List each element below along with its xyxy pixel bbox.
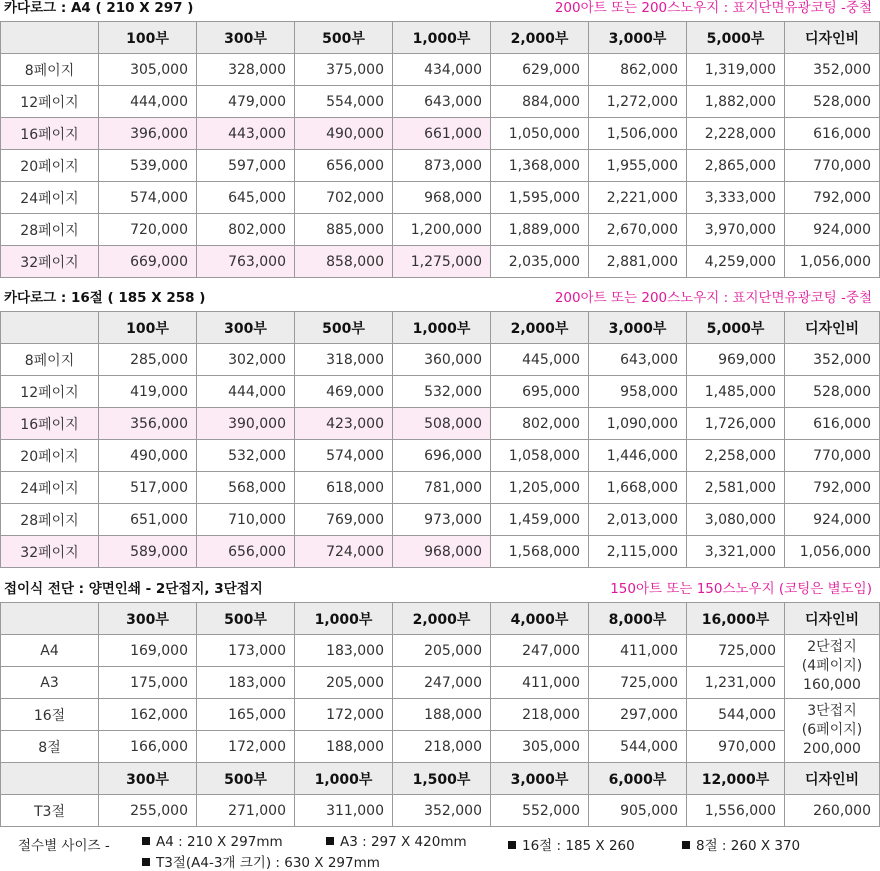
price-cell: 285,000 bbox=[99, 344, 197, 376]
price-cell: 2,013,000 bbox=[589, 504, 687, 536]
design-fee-cell: 352,000 bbox=[785, 54, 880, 86]
column-header: 3,000부 bbox=[589, 22, 687, 54]
price-cell: 169,000 bbox=[99, 635, 197, 667]
design-fee-cell: 924,000 bbox=[785, 504, 880, 536]
section2-note: 200아트 또는 200스노우지 : 표지단면유광코팅 -중철 bbox=[554, 290, 872, 306]
square-bullet-icon bbox=[508, 841, 516, 849]
price-cell: 958,000 bbox=[589, 376, 687, 408]
column-header: 300부 bbox=[197, 22, 295, 54]
price-cell: 1,955,000 bbox=[589, 150, 687, 182]
price-cell: 973,000 bbox=[393, 504, 491, 536]
price-cell: 3,080,000 bbox=[687, 504, 785, 536]
table-row bbox=[1, 536, 880, 568]
price-cell: 763,000 bbox=[197, 246, 295, 278]
row-label: 16페이지 bbox=[1, 118, 99, 150]
design-fee-cell: 352,000 bbox=[785, 344, 880, 376]
column-header: 2,000부 bbox=[491, 312, 589, 344]
design-fee-line: 200,000 bbox=[803, 741, 861, 757]
price-cell: 884,000 bbox=[491, 86, 589, 118]
column-header: 1,000부 bbox=[393, 22, 491, 54]
price-cell: 1,889,000 bbox=[491, 214, 589, 246]
row-label: 8페이지 bbox=[1, 344, 99, 376]
section3-price-table bbox=[0, 602, 880, 827]
design-fee-line: (4페이지) bbox=[801, 658, 863, 674]
price-cell: 643,000 bbox=[393, 86, 491, 118]
square-bullet-icon bbox=[682, 841, 690, 849]
price-cell: 4,259,000 bbox=[687, 246, 785, 278]
price-cell: 1,726,000 bbox=[687, 408, 785, 440]
column-header: 500부 bbox=[197, 603, 295, 635]
price-cell: 1,275,000 bbox=[393, 246, 491, 278]
price-cell: 302,000 bbox=[197, 344, 295, 376]
table-row bbox=[1, 635, 880, 667]
price-cell: 1,595,000 bbox=[491, 182, 589, 214]
table-row bbox=[1, 182, 880, 214]
table-row bbox=[1, 504, 880, 536]
price-cell: 3,321,000 bbox=[687, 536, 785, 568]
section2-title: 카다로그 : 16절 ( 185 X 258 ) bbox=[4, 290, 206, 306]
row-label: A4 bbox=[1, 635, 99, 667]
design-fee-cell: 528,000 bbox=[785, 376, 880, 408]
price-cell: 247,000 bbox=[491, 635, 589, 667]
price-cell: 532,000 bbox=[393, 376, 491, 408]
price-cell: 172,000 bbox=[197, 731, 295, 763]
row-label: 24페이지 bbox=[1, 472, 99, 504]
column-header: 100부 bbox=[99, 22, 197, 54]
price-cell: 970,000 bbox=[687, 731, 785, 763]
price-cell: 645,000 bbox=[197, 182, 295, 214]
table-row bbox=[1, 214, 880, 246]
table-row bbox=[1, 440, 880, 472]
price-cell: 1,368,000 bbox=[491, 150, 589, 182]
price-cell: 724,000 bbox=[295, 536, 393, 568]
price-cell: 1,058,000 bbox=[491, 440, 589, 472]
column-header: 5,000부 bbox=[687, 312, 785, 344]
table-row bbox=[1, 246, 880, 278]
price-cell: 247,000 bbox=[393, 667, 491, 699]
price-cell: 629,000 bbox=[491, 54, 589, 86]
column-header: 1,500부 bbox=[393, 763, 491, 795]
row-label: 24페이지 bbox=[1, 182, 99, 214]
design-fee-cell: 792,000 bbox=[785, 472, 880, 504]
column-header: 2,000부 bbox=[393, 603, 491, 635]
section1-title: 카다로그 : A4 ( 210 X 297 ) bbox=[4, 0, 194, 16]
price-cell: 443,000 bbox=[197, 118, 295, 150]
price-cell: 411,000 bbox=[491, 667, 589, 699]
price-cell: 1,446,000 bbox=[589, 440, 687, 472]
design-fee-cell: 616,000 bbox=[785, 118, 880, 150]
price-cell: 352,000 bbox=[393, 795, 491, 827]
header-corner-cell bbox=[1, 763, 99, 795]
price-cell: 2,581,000 bbox=[687, 472, 785, 504]
column-header: 디자인비 bbox=[785, 603, 880, 635]
price-cell: 411,000 bbox=[589, 635, 687, 667]
price-cell: 1,506,000 bbox=[589, 118, 687, 150]
size-legend-item: A4 : 210 X 297mm bbox=[142, 834, 283, 850]
design-fee-line: 3단접지 bbox=[807, 703, 857, 719]
price-cell: 1,568,000 bbox=[491, 536, 589, 568]
price-cell: 508,000 bbox=[393, 408, 491, 440]
table-header-row bbox=[1, 603, 880, 635]
column-header: 4,000부 bbox=[491, 603, 589, 635]
price-cell: 552,000 bbox=[491, 795, 589, 827]
price-cell: 218,000 bbox=[393, 731, 491, 763]
size-legend-item: 8절 : 260 X 370 bbox=[682, 834, 800, 854]
price-cell: 2,881,000 bbox=[589, 246, 687, 278]
price-cell: 396,000 bbox=[99, 118, 197, 150]
column-header: 300부 bbox=[99, 763, 197, 795]
price-cell: 781,000 bbox=[393, 472, 491, 504]
price-cell: 2,035,000 bbox=[491, 246, 589, 278]
price-cell: 574,000 bbox=[99, 182, 197, 214]
price-cell: 1,319,000 bbox=[687, 54, 785, 86]
price-cell: 905,000 bbox=[589, 795, 687, 827]
price-cell: 183,000 bbox=[197, 667, 295, 699]
price-cell: 318,000 bbox=[295, 344, 393, 376]
section2-price-table bbox=[0, 311, 880, 568]
price-cell: 568,000 bbox=[197, 472, 295, 504]
price-cell: 423,000 bbox=[295, 408, 393, 440]
price-cell: 597,000 bbox=[197, 150, 295, 182]
price-cell: 173,000 bbox=[197, 635, 295, 667]
row-label: 32페이지 bbox=[1, 536, 99, 568]
table-row bbox=[1, 54, 880, 86]
column-header: 디자인비 bbox=[785, 22, 880, 54]
price-cell: 188,000 bbox=[393, 699, 491, 731]
price-cell: 490,000 bbox=[99, 440, 197, 472]
section3-note: 150아트 또는 150스노우지 (코팅은 별도임) bbox=[610, 581, 872, 597]
price-cell: 574,000 bbox=[295, 440, 393, 472]
price-cell: 1,200,000 bbox=[393, 214, 491, 246]
price-cell: 183,000 bbox=[295, 635, 393, 667]
price-cell: 969,000 bbox=[687, 344, 785, 376]
section3-title: 접이식 전단 : 양면인쇄 - 2단접지, 3단접지 bbox=[4, 581, 263, 597]
price-cell: 885,000 bbox=[295, 214, 393, 246]
size-legend-label: 절수별 사이즈 - bbox=[18, 838, 110, 854]
price-cell: 862,000 bbox=[589, 54, 687, 86]
design-fee-cell: 1,056,000 bbox=[785, 536, 880, 568]
column-header: 1,000부 bbox=[393, 312, 491, 344]
price-cell: 1,882,000 bbox=[687, 86, 785, 118]
row-label: 16페이지 bbox=[1, 408, 99, 440]
price-cell: 469,000 bbox=[295, 376, 393, 408]
price-cell: 162,000 bbox=[99, 699, 197, 731]
price-cell: 696,000 bbox=[393, 440, 491, 472]
square-bullet-icon bbox=[326, 837, 334, 845]
table-row bbox=[1, 118, 880, 150]
price-cell: 858,000 bbox=[295, 246, 393, 278]
size-legend-item: A3 : 297 X 420mm bbox=[326, 834, 467, 850]
price-cell: 968,000 bbox=[393, 536, 491, 568]
price-cell: 669,000 bbox=[99, 246, 197, 278]
design-fee-cell: 792,000 bbox=[785, 182, 880, 214]
column-header: 500부 bbox=[197, 763, 295, 795]
table-header-row bbox=[1, 22, 880, 54]
design-fee-line: (6페이지) bbox=[801, 722, 863, 738]
price-cell: 702,000 bbox=[295, 182, 393, 214]
price-cell: 539,000 bbox=[99, 150, 197, 182]
column-header: 8,000부 bbox=[589, 603, 687, 635]
column-header: 디자인비 bbox=[785, 763, 880, 795]
price-cell: 305,000 bbox=[491, 731, 589, 763]
price-cell: 2,670,000 bbox=[589, 214, 687, 246]
column-header: 100부 bbox=[99, 312, 197, 344]
row-label: A3 bbox=[1, 667, 99, 699]
header-corner-cell bbox=[1, 22, 99, 54]
price-cell: 1,205,000 bbox=[491, 472, 589, 504]
design-fee-cell bbox=[785, 699, 880, 763]
column-header: 500부 bbox=[295, 312, 393, 344]
price-cell: 544,000 bbox=[687, 699, 785, 731]
column-header: 3,000부 bbox=[589, 312, 687, 344]
price-cell: 656,000 bbox=[295, 150, 393, 182]
price-cell: 802,000 bbox=[491, 408, 589, 440]
row-label: 32페이지 bbox=[1, 246, 99, 278]
table-row bbox=[1, 86, 880, 118]
price-cell: 205,000 bbox=[295, 667, 393, 699]
row-label: 20페이지 bbox=[1, 440, 99, 472]
price-cell: 661,000 bbox=[393, 118, 491, 150]
price-cell: 166,000 bbox=[99, 731, 197, 763]
design-fee-cell: 770,000 bbox=[785, 150, 880, 182]
price-cell: 3,333,000 bbox=[687, 182, 785, 214]
price-cell: 651,000 bbox=[99, 504, 197, 536]
price-cell: 1,272,000 bbox=[589, 86, 687, 118]
column-header: 300부 bbox=[99, 603, 197, 635]
column-header: 500부 bbox=[295, 22, 393, 54]
price-cell: 165,000 bbox=[197, 699, 295, 731]
price-cell: 305,000 bbox=[99, 54, 197, 86]
price-cell: 1,231,000 bbox=[687, 667, 785, 699]
price-cell: 2,228,000 bbox=[687, 118, 785, 150]
header-corner-cell bbox=[1, 312, 99, 344]
section3-header bbox=[0, 578, 880, 600]
section2-header bbox=[0, 287, 880, 309]
column-header: 16,000부 bbox=[687, 603, 785, 635]
price-cell: 1,050,000 bbox=[491, 118, 589, 150]
column-header: 12,000부 bbox=[687, 763, 785, 795]
row-label: T3절 bbox=[1, 795, 99, 827]
design-fee-cell: 616,000 bbox=[785, 408, 880, 440]
price-cell: 445,000 bbox=[491, 344, 589, 376]
section1-note: 200아트 또는 200스노우지 : 표지단면유광코팅 -중철 bbox=[554, 0, 872, 16]
table-row bbox=[1, 472, 880, 504]
price-cell: 3,970,000 bbox=[687, 214, 785, 246]
square-bullet-icon bbox=[142, 858, 150, 866]
price-cell: 720,000 bbox=[99, 214, 197, 246]
price-cell: 873,000 bbox=[393, 150, 491, 182]
price-cell: 218,000 bbox=[491, 699, 589, 731]
row-label: 20페이지 bbox=[1, 150, 99, 182]
table-row bbox=[1, 795, 880, 827]
price-cell: 328,000 bbox=[197, 54, 295, 86]
column-header: 300부 bbox=[197, 312, 295, 344]
price-cell: 434,000 bbox=[393, 54, 491, 86]
table-row bbox=[1, 731, 880, 763]
column-header: 디자인비 bbox=[785, 312, 880, 344]
price-cell: 490,000 bbox=[295, 118, 393, 150]
row-label: 8페이지 bbox=[1, 54, 99, 86]
table-row bbox=[1, 699, 880, 731]
price-cell: 311,000 bbox=[295, 795, 393, 827]
header-corner-cell bbox=[1, 603, 99, 635]
price-cell: 1,485,000 bbox=[687, 376, 785, 408]
table-row bbox=[1, 408, 880, 440]
design-fee-cell bbox=[785, 635, 880, 699]
row-label: 28페이지 bbox=[1, 504, 99, 536]
price-cell: 175,000 bbox=[99, 667, 197, 699]
column-header: 2,000부 bbox=[491, 22, 589, 54]
design-fee-cell: 260,000 bbox=[785, 795, 880, 827]
section1-header bbox=[0, 0, 880, 19]
price-cell: 255,000 bbox=[99, 795, 197, 827]
square-bullet-icon bbox=[142, 837, 150, 845]
price-cell: 271,000 bbox=[197, 795, 295, 827]
price-cell: 802,000 bbox=[197, 214, 295, 246]
price-cell: 2,221,000 bbox=[589, 182, 687, 214]
price-cell: 517,000 bbox=[99, 472, 197, 504]
price-cell: 297,000 bbox=[589, 699, 687, 731]
price-cell: 1,556,000 bbox=[687, 795, 785, 827]
price-cell: 725,000 bbox=[589, 667, 687, 699]
table-row bbox=[1, 344, 880, 376]
price-cell: 2,115,000 bbox=[589, 536, 687, 568]
table-header-row bbox=[1, 763, 880, 795]
size-legend-item: T3절(A4-3개 크기) : 630 X 297mm bbox=[142, 851, 380, 871]
price-cell: 375,000 bbox=[295, 54, 393, 86]
price-cell: 390,000 bbox=[197, 408, 295, 440]
price-cell: 710,000 bbox=[197, 504, 295, 536]
price-cell: 360,000 bbox=[393, 344, 491, 376]
row-label: 16절 bbox=[1, 699, 99, 731]
price-cell: 479,000 bbox=[197, 86, 295, 118]
size-legend-item: 16절 : 185 X 260 bbox=[508, 834, 635, 854]
section1-price-table bbox=[0, 21, 880, 278]
design-fee-line: 2단접지 bbox=[807, 639, 857, 655]
design-fee-cell: 528,000 bbox=[785, 86, 880, 118]
price-cell: 205,000 bbox=[393, 635, 491, 667]
price-cell: 172,000 bbox=[295, 699, 393, 731]
price-cell: 725,000 bbox=[687, 635, 785, 667]
table-row bbox=[1, 667, 880, 699]
column-header: 3,000부 bbox=[491, 763, 589, 795]
price-cell: 769,000 bbox=[295, 504, 393, 536]
price-cell: 968,000 bbox=[393, 182, 491, 214]
design-fee-cell: 770,000 bbox=[785, 440, 880, 472]
row-label: 12페이지 bbox=[1, 376, 99, 408]
price-cell: 643,000 bbox=[589, 344, 687, 376]
price-cell: 589,000 bbox=[99, 536, 197, 568]
table-row bbox=[1, 150, 880, 182]
price-cell: 1,090,000 bbox=[589, 408, 687, 440]
row-label: 8절 bbox=[1, 731, 99, 763]
row-label: 12페이지 bbox=[1, 86, 99, 118]
table-header-row bbox=[1, 312, 880, 344]
price-cell: 419,000 bbox=[99, 376, 197, 408]
table-row bbox=[1, 376, 880, 408]
price-cell: 444,000 bbox=[197, 376, 295, 408]
column-header: 5,000부 bbox=[687, 22, 785, 54]
price-cell: 1,668,000 bbox=[589, 472, 687, 504]
price-cell: 554,000 bbox=[295, 86, 393, 118]
design-fee-cell: 924,000 bbox=[785, 214, 880, 246]
price-cell: 532,000 bbox=[197, 440, 295, 472]
column-header: 6,000부 bbox=[589, 763, 687, 795]
price-cell: 188,000 bbox=[295, 731, 393, 763]
price-cell: 1,459,000 bbox=[491, 504, 589, 536]
price-cell: 618,000 bbox=[295, 472, 393, 504]
price-cell: 544,000 bbox=[589, 731, 687, 763]
design-fee-line: 160,000 bbox=[803, 677, 861, 693]
design-fee-cell: 1,056,000 bbox=[785, 246, 880, 278]
price-cell: 2,865,000 bbox=[687, 150, 785, 182]
price-cell: 2,258,000 bbox=[687, 440, 785, 472]
row-label: 28페이지 bbox=[1, 214, 99, 246]
price-cell: 444,000 bbox=[99, 86, 197, 118]
column-header: 1,000부 bbox=[295, 603, 393, 635]
column-header: 1,000부 bbox=[295, 763, 393, 795]
price-cell: 356,000 bbox=[99, 408, 197, 440]
price-cell: 656,000 bbox=[197, 536, 295, 568]
price-cell: 695,000 bbox=[491, 376, 589, 408]
